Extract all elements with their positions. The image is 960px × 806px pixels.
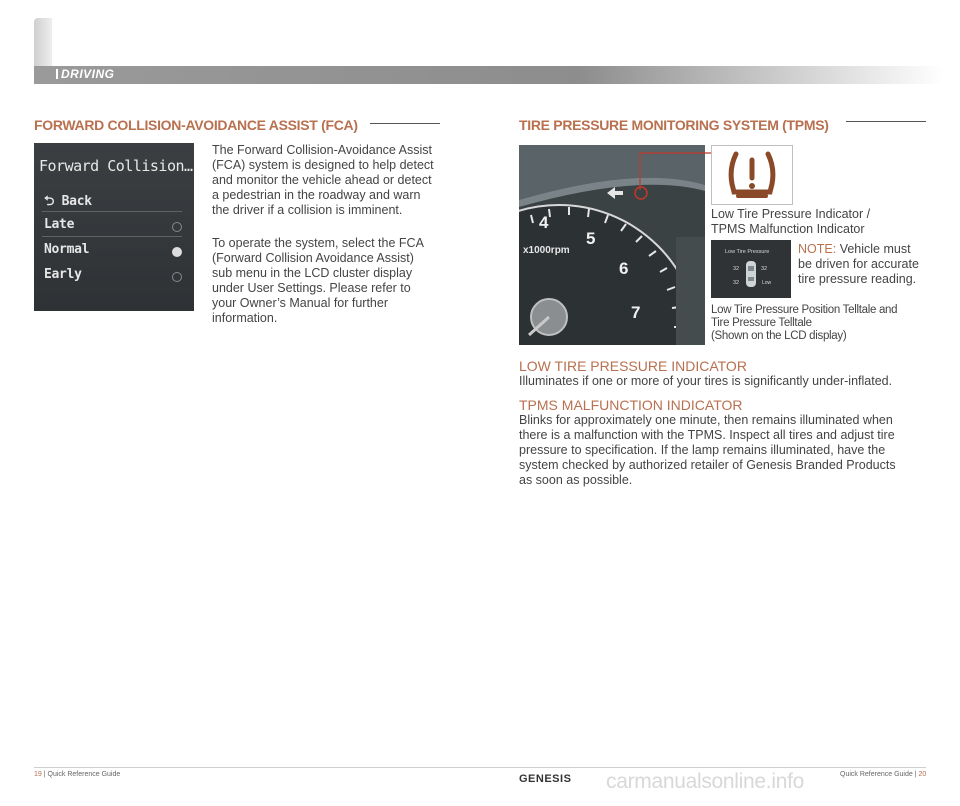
lcd-value: 32 (733, 266, 740, 272)
text-line: under User Settings. Please refer to (212, 281, 411, 295)
rpm-unit-label: x1000rpm (523, 245, 570, 256)
text-line: a pedestrian in the roadway and warn (212, 188, 421, 202)
lcd-title: Low Tire Pressure (725, 249, 770, 255)
text-line: (Forward Collision Avoidance Assist) (212, 251, 414, 265)
text-line: Low Tire Pressure Position Telltale and (711, 304, 898, 316)
gauge-tick-label: 7 (631, 303, 641, 322)
fca-option-early: Early (44, 267, 82, 282)
text-line: your Owner’s Manual for further (212, 296, 389, 310)
text-line: TPMS Malfunction Indicator (711, 222, 865, 236)
lcd-caption (711, 304, 941, 343)
tpms-note (798, 242, 938, 287)
fca-title: FORWARD COLLISION-AVOIDANCE ASSIST (FCA) (34, 117, 358, 133)
radio-late-icon (172, 222, 182, 232)
fca-lcd-screen (34, 143, 194, 311)
section-label-text: DRIVING (61, 67, 115, 81)
note-line-1 (798, 242, 938, 257)
tpms-title-rule (846, 121, 926, 122)
fca-title-rule (370, 123, 440, 124)
text-line: Vehicle must (839, 242, 911, 256)
fca-back-label: Back (61, 194, 92, 209)
footer-left: 19 | Quick Reference Guide (34, 771, 121, 778)
section-label (56, 67, 115, 81)
indicator-caption (711, 207, 931, 237)
page-number-left: 19 (34, 771, 42, 778)
text-line: Tire Pressure Telltale (711, 317, 812, 329)
page-number-right: 20 (918, 771, 927, 778)
text-line: tire pressure reading. (798, 272, 917, 286)
header-bar (34, 66, 944, 84)
fca-separator (42, 236, 182, 237)
note-label: NOTE: (798, 242, 837, 256)
tpms-telltale-image (711, 145, 793, 205)
text-line: system checked by authorized retailer of Genesis Branded Products (519, 458, 896, 472)
fca-screen-heading: Forward Collision… (39, 157, 193, 175)
text-line: there is a malfunction with the TPMS. Inspect all tires and adjust tire (519, 428, 895, 442)
tpms-title: TIRE PRESSURE MONITORING SYSTEM (TPMS) (519, 117, 829, 133)
text-line: (Shown on the LCD display) (711, 330, 847, 342)
malfunction-text (519, 413, 929, 488)
radio-early-icon (172, 272, 182, 282)
radio-normal-icon (172, 247, 182, 257)
text-line: Low Tire Pressure Indicator / (711, 207, 871, 221)
text-line: information. (212, 311, 278, 325)
tpms-lcd-image (711, 240, 791, 298)
car-top-view-icon (745, 260, 757, 288)
fca-option-normal: Normal (44, 242, 90, 257)
lcd-value: 32 (761, 266, 768, 272)
gauge-tick-label: 5 (586, 229, 596, 248)
text-line: pressure to specification. If the lamp remains illuminated, have the (519, 443, 886, 457)
low-pressure-text: Illuminates if one or more of your tires is significantly under-inflated. (519, 374, 893, 388)
back-arrow-icon: ⮌ (44, 194, 55, 209)
lcd-low-label: Low (762, 280, 772, 286)
text-line: (FCA) system is designed to help detect (212, 158, 434, 172)
text-line: be driven for accurate (798, 257, 919, 271)
text-line: and monitor the vehicle ahead or detect (212, 173, 432, 187)
fca-paragraph-2 (212, 236, 442, 326)
callout-line (630, 150, 712, 190)
fca-separator (42, 211, 182, 212)
brand-logo: GENESIS (519, 773, 572, 785)
footer-left-text: Quick Reference Guide (47, 771, 121, 778)
footer-right: Quick Reference Guide | 20 (840, 771, 927, 778)
lcd-value: 32 (733, 280, 740, 286)
malfunction-heading: TPMS MALFUNCTION INDICATOR (519, 397, 743, 413)
watermark: carmanualsonline.info (606, 770, 804, 793)
text-line: as soon as possible. (519, 473, 633, 487)
fca-option-late: Late (44, 217, 75, 232)
text-line: Blinks for approximately one minute, then remains illuminated when (519, 413, 893, 427)
gauge-tick-label: 6 (619, 259, 629, 278)
text-line: The Forward Collision-Avoidance Assist (212, 143, 433, 157)
text-line: sub menu in the LCD cluster display (212, 266, 413, 280)
low-pressure-heading: LOW TIRE PRESSURE INDICATOR (519, 358, 747, 374)
text-line: the driver if a collision is imminent. (212, 203, 403, 217)
text-line: To operate the system, select the FCA (212, 236, 424, 250)
footer-right-text: Quick Reference Guide (840, 771, 913, 778)
gauge-tick-label: 4 (539, 213, 549, 232)
footer-rule (34, 767, 926, 768)
tire-pressure-warning-icon (712, 146, 792, 204)
fca-paragraph-1 (212, 143, 442, 218)
